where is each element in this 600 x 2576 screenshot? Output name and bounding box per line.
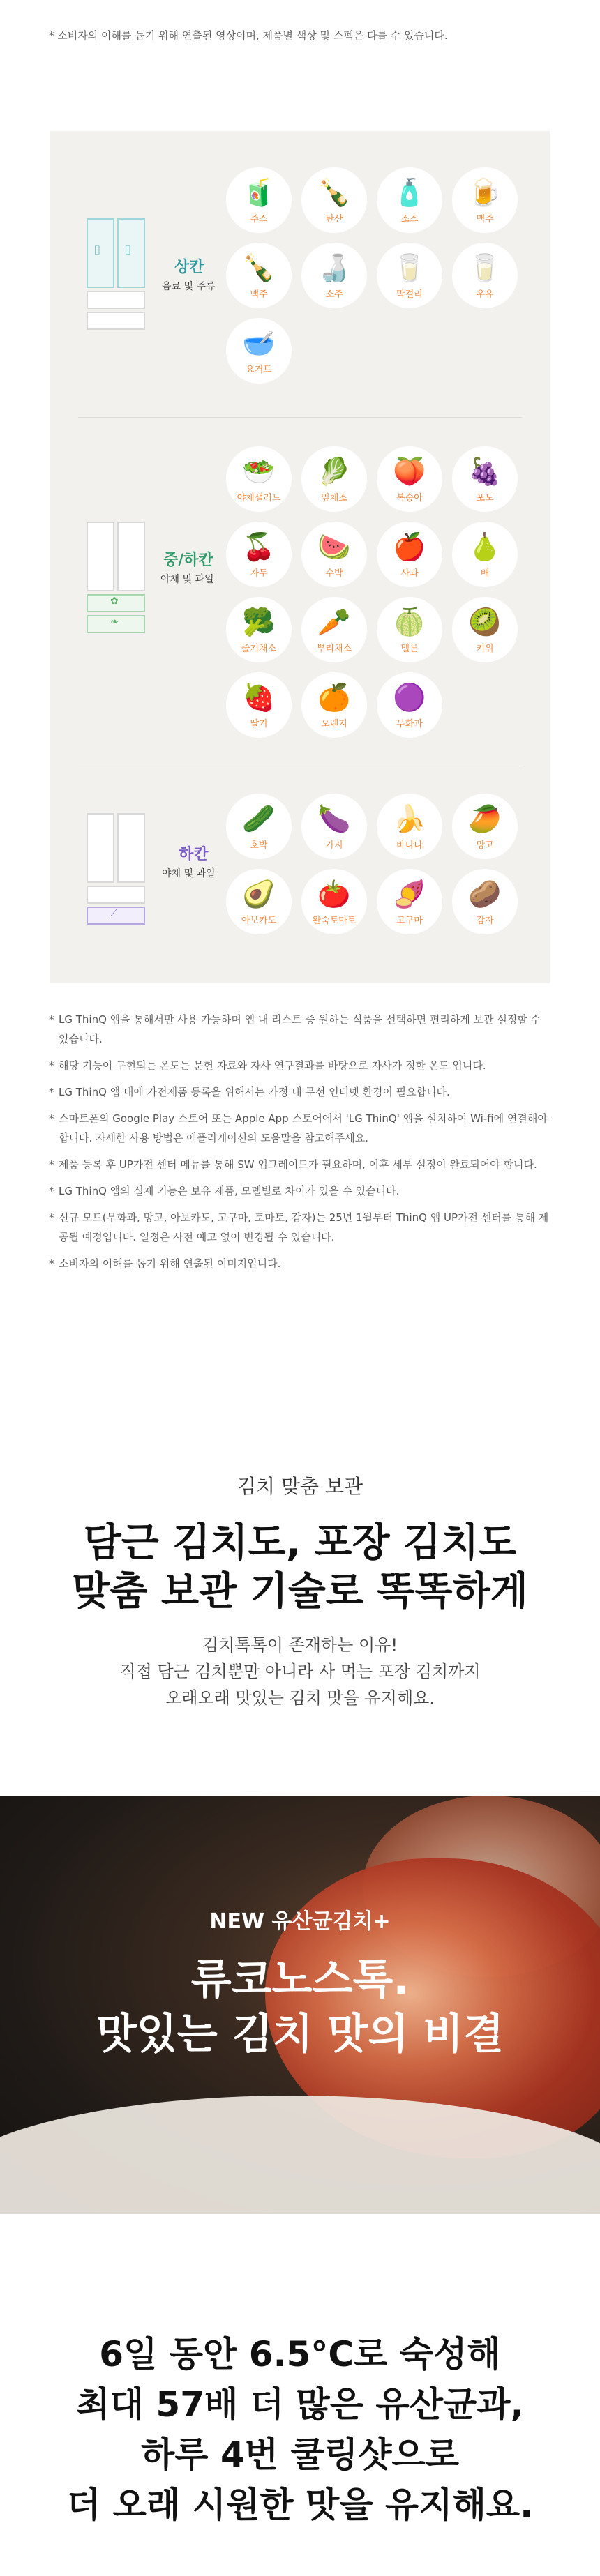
item-banana[interactable]: 🍌 바나나 <box>377 794 444 863</box>
grapes-icon: 🍇 <box>468 455 502 487</box>
footnote: * 제품 등록 후 UP가전 센터 메뉴를 통해 SW 업그레이드가 필요하며, 이후 세부 설정이 완료되어야 합니다. <box>49 1155 551 1174</box>
footnote: * 신규 모드(무화과, 망고, 아보카도, 고구마, 토마토, 감자)는 25년 1월부터 ThinQ 앱 UP가전 센터를 통해 제공될 예정입니다. 일정은 사전 예고 없이 변경될 수 있습니다. <box>49 1208 551 1247</box>
footnote: * LG ThinQ 앱의 실제 기능은 보유 제품, 모델별로 차이가 있을 수 있습니다. <box>49 1181 551 1201</box>
item-avocado[interactable]: 🥑 아보카도 <box>226 869 293 939</box>
stem-vegetable-icon: 🥦 <box>242 606 276 637</box>
makgeolli-bottle-icon: 🥛 <box>393 252 426 283</box>
footnote: * 소비자의 이해를 돕기 위해 연출된 이미지입니다. <box>49 1254 551 1273</box>
banner-title <box>0 1953 600 2061</box>
item-sweet-potato[interactable]: 🍠 고구마 <box>377 869 444 939</box>
item-zucchini[interactable]: 🥒 호박 <box>226 794 293 863</box>
item-leafy[interactable]: 🥬 잎채소 <box>301 446 368 516</box>
item-sauce[interactable]: 🧴 소스 <box>377 167 444 237</box>
item-stem-veg[interactable]: 🥦 줄기채소 <box>226 597 293 667</box>
footnotes <box>49 1010 551 1280</box>
orange-icon: 🍊 <box>317 681 351 713</box>
item-apple[interactable]: 🍎 사과 <box>377 522 444 591</box>
zucchini-icon: 🥒 <box>242 803 276 834</box>
item-peach[interactable]: 🍑 복숭아 <box>377 446 444 516</box>
kiwi-icon: 🥝 <box>468 606 502 637</box>
item-orange[interactable]: 🍊 오렌지 <box>301 672 368 742</box>
avocado-icon: 🥑 <box>242 878 276 909</box>
lower-title: 하칸 <box>179 846 209 863</box>
item-soda[interactable]: 🍾 탄산 <box>301 167 368 237</box>
item-root-veg[interactable]: 🥕 뿌리채소 <box>301 597 368 667</box>
item-beer-bottle[interactable]: 🍾 맥주 <box>226 243 293 312</box>
leaf-icon: ✿ <box>110 596 119 607</box>
leaf-icon: ❧ <box>110 616 119 628</box>
root-vegetable-icon: 🥕 <box>317 606 351 637</box>
footnote: * 스마트폰의 Google Play 스토어 또는 Apple App 스토어에서 'LG ThinQ' 앱을 설치하여 Wi-fi에 연결해야 합니다. 자세한 사용 방법은 애플리케이션의 도움말을 참고해주세요. <box>49 1109 551 1148</box>
fermentation-line: 6일 동안 6.5°C로 숙성해 <box>99 2334 501 2374</box>
item-mango[interactable]: 🥭 망고 <box>452 794 519 863</box>
upper-section <box>50 131 550 417</box>
soda-bottle-icon: 🍾 <box>317 176 351 208</box>
lower-subtitle: 야채 및 과일 <box>162 868 216 879</box>
strawberry-icon: 🍓 <box>242 681 276 713</box>
fermentation-heading <box>0 2329 600 2530</box>
item-beer-glass[interactable]: 🍺 맥주 <box>452 167 519 237</box>
item-strawberry[interactable]: 🍓 딸기 <box>226 672 293 742</box>
kimchi-eyebrow: 김치 맞춤 보관 <box>237 1475 363 1498</box>
kimchi-heading <box>0 1471 600 1711</box>
top-disclaimer: * 소비자의 이해를 돕기 위해 연출된 영상이며, 제품별 색상 및 스펙은 다를 수 있습니다. <box>49 29 448 42</box>
item-salad[interactable]: 🥗 야채샐러드 <box>226 446 293 516</box>
sweet-potato-icon: 🍠 <box>393 878 426 909</box>
bottle-icon: ⌷ <box>124 243 132 258</box>
banner-title-line: 류코노스톡. <box>190 1955 410 2004</box>
kimchi-desc-line: 직접 담근 김치뿐만 아니라 사 먹는 포장 김치까지 <box>119 1662 481 1681</box>
fermentation-line: 더 오래 시원한 맛을 유지해요. <box>66 2485 534 2525</box>
item-plum[interactable]: 🍒 자두 <box>226 522 293 591</box>
sauce-bottle-icon: 🧴 <box>393 176 426 208</box>
item-pear[interactable]: 🍐 배 <box>452 522 519 591</box>
juice-bottle-icon: 🧃 <box>242 176 276 208</box>
upper-title: 상칸 <box>174 259 204 276</box>
melon-icon: 🍈 <box>393 606 426 637</box>
item-tomato[interactable]: 🍅 완숙토마토 <box>301 869 368 939</box>
kimchi-desc-line: 김치톡톡이 존재하는 이유! <box>202 1635 398 1655</box>
footnote: * LG ThinQ 앱을 통해서만 사용 가능하며 앱 내 리스트 중 원하는 식품을 선택하면 편리하게 보관 설정할 수 있습니다. <box>49 1010 551 1049</box>
peach-icon: 🍑 <box>393 455 426 487</box>
beer-bottle-icon: 🍾 <box>242 252 276 283</box>
upper-subtitle: 음료 및 주류 <box>162 281 216 292</box>
item-makgeolli[interactable]: 🥛 막걸리 <box>377 243 444 312</box>
item-fig[interactable]: 🟣 무화과 <box>377 672 444 742</box>
item-yogurt[interactable]: 🥣 요거트 <box>226 318 293 388</box>
watermelon-icon: 🍉 <box>317 531 351 562</box>
banner-eyebrow: NEW 유산균김치+ <box>209 1909 391 1934</box>
fig-icon: 🟣 <box>393 681 426 713</box>
yogurt-cup-icon: 🥣 <box>242 327 276 358</box>
item-soju[interactable]: 🍶 소주 <box>301 243 368 312</box>
soju-bottle-icon: 🍶 <box>317 252 351 283</box>
bottle-icon: ⌷ <box>93 243 101 258</box>
item-milk[interactable]: 🥛 우유 <box>452 243 519 312</box>
vegetable-icon: ⟋ <box>110 908 117 919</box>
beer-glass-icon: 🍺 <box>468 176 502 208</box>
footnote: * 해당 기능이 구현되는 온도는 문헌 자료와 자사 연구결과를 바탕으로 자사가 정한 온도 입니다. <box>49 1056 551 1075</box>
storage-panel <box>50 131 550 983</box>
middle-section <box>50 417 550 766</box>
item-grapes[interactable]: 🍇 포도 <box>452 446 519 516</box>
item-potato[interactable]: 🥔 감자 <box>452 869 519 939</box>
fermentation-line: 하루 4번 쿨링샷으로 <box>140 2434 459 2475</box>
plum-icon: 🍒 <box>242 531 276 562</box>
banner-title-line: 맛있는 김치 맛의 비결 <box>96 2010 504 2059</box>
milk-carton-icon: 🥛 <box>468 252 502 283</box>
kimchi-desc-line: 오래오래 맛있는 김치 맛을 유지해요. <box>165 1688 435 1708</box>
item-juice[interactable]: 🧃 주스 <box>226 167 293 237</box>
middle-subtitle: 야채 및 과일 <box>160 574 214 585</box>
mango-icon: 🥭 <box>468 803 502 834</box>
item-kiwi[interactable]: 🥝 키위 <box>452 597 519 667</box>
tomato-icon: 🍅 <box>317 878 351 909</box>
apple-icon: 🍎 <box>393 531 426 562</box>
item-watermelon[interactable]: 🍉 수박 <box>301 522 368 591</box>
item-melon[interactable]: 🍈 멜론 <box>377 597 444 667</box>
banana-icon: 🍌 <box>393 803 426 834</box>
lower-section <box>50 766 550 983</box>
middle-title: 중/하칸 <box>163 552 213 569</box>
potato-icon: 🥔 <box>468 878 502 909</box>
eggplant-icon: 🍆 <box>317 803 351 834</box>
leafy-greens-icon: 🥬 <box>317 455 351 487</box>
pear-icon: 🍐 <box>468 531 502 562</box>
kimchi-headline-line: 담근 김치도, 포장 김치도 <box>83 1520 517 1566</box>
item-eggplant[interactable]: 🍆 가지 <box>301 794 368 863</box>
fermentation-line: 최대 57배 더 많은 유산균과, <box>76 2384 524 2425</box>
footnote: * LG ThinQ 앱 내에 가전제품 등록을 위해서는 가정 내 무선 인터넷 환경이 필요합니다. <box>49 1082 551 1102</box>
kimchi-headline-line: 맞춤 보관 기술로 똑똑하게 <box>72 1569 528 1614</box>
salad-icon: 🥗 <box>242 455 276 487</box>
